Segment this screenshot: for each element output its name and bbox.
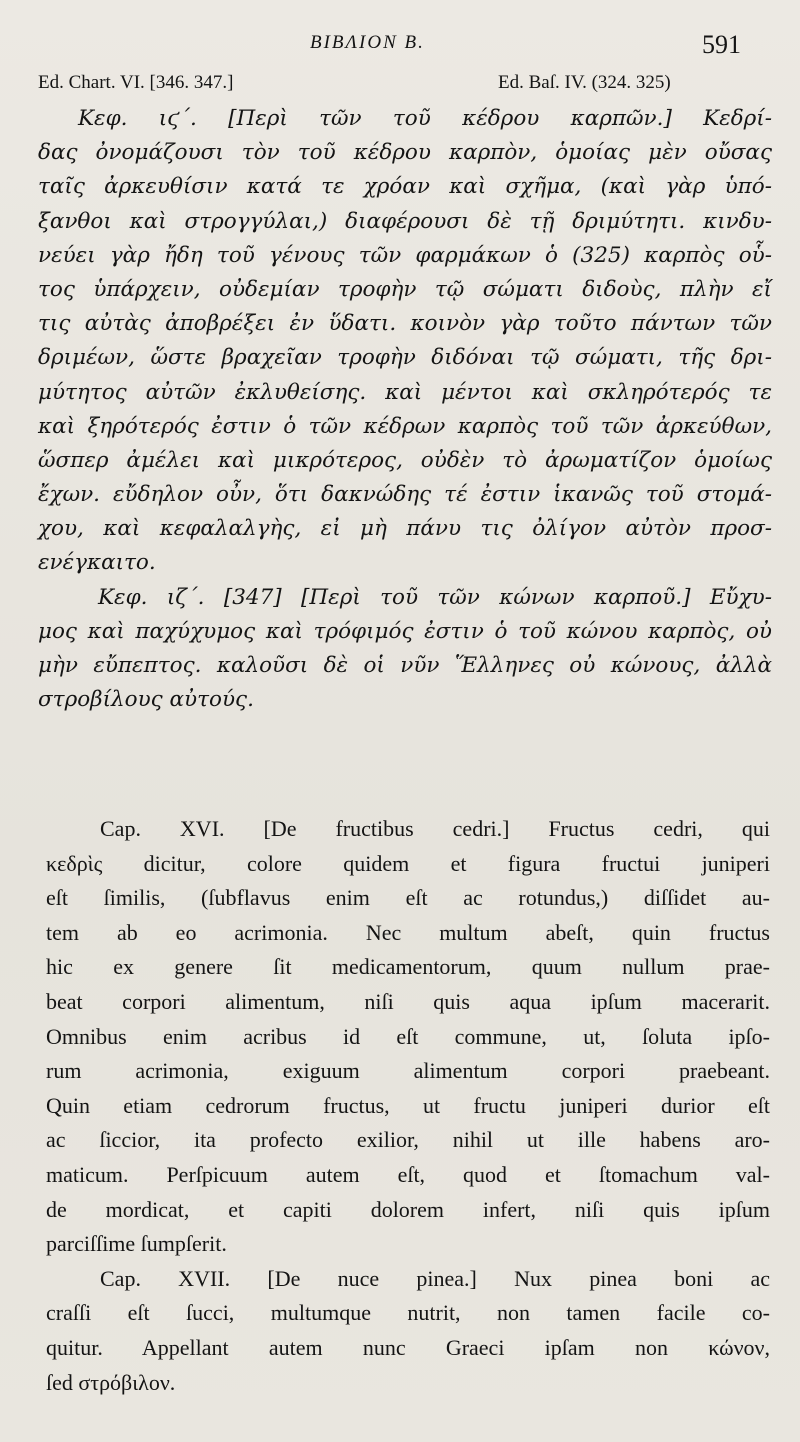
greek-line: Κεφ. ιϛ΄. [Περὶ τῶν τοῦ κέδρου καρπῶν.] Κεδρί-	[78, 106, 772, 131]
edition-reference-basel: Ed. Baſ. IV. (324. 325)	[498, 72, 671, 93]
latin-line: de mordicat, et capiti dolorem infert, niſi quis ipſum	[46, 1196, 770, 1222]
latin-line: craſſi eſt ſucci, multumque nutrit, non tamen facile co-	[46, 1300, 770, 1326]
latin-line: Cap. XVI. [De fructibus cedri.] Fructus cedri, qui	[100, 816, 770, 841]
latin-line: parciſſime ſumpſerit.	[46, 1231, 227, 1257]
page-number: 591	[702, 30, 741, 59]
greek-line: τις αὐτὰς ἀποβρέξει ἐν ὕδατι. κοινὸν γὰρ τοῦτο πάντων τῶν	[38, 311, 772, 337]
greek-line: στροβίλους αὐτούς.	[38, 687, 254, 713]
latin-line: ac ſiccior, ita profecto exilior, nihil ut ille habens aro-	[46, 1127, 770, 1153]
latin-line: beat corpori alimentum, niſi quis aqua ipſum macerarit.	[46, 988, 770, 1014]
greek-line: τος ὑπάρχειν, οὐδεμίαν τροφὴν τῷ σώματι διδοὺς, πλὴν εἴ	[38, 276, 772, 302]
latin-line: tem ab eo acrimonia. Nec multum abeſt, quin fructus	[46, 919, 770, 945]
latin-line: quitur. Appellant autem nunc Graeci ipſam non κώνον,	[46, 1334, 770, 1360]
latin-line: hic ex genere ſit medicamentorum, quum nullum prae-	[46, 954, 770, 980]
running-head	[0, 30, 800, 60]
greek-line: χου, καὶ κεφαλαλγὴς, εἰ μὴ πάνυ τις ὀλίγον αὐτὸν προσ-	[38, 516, 772, 542]
greek-line: ξανθοι καὶ στρογγύλαι,) διαφέρουσι δὲ τῇ δριμύτητι. κινδυ-	[38, 208, 772, 234]
greek-line: μύτητος αὐτῶν ἐκλυθείσης. καὶ μέντοι καὶ σκληρότερός τε	[38, 379, 772, 405]
latin-line: maticum. Perſpicuum autem eſt, quod et ſtomachum val-	[46, 1161, 770, 1187]
greek-line: μὴν εὔπεπτος. καλοῦσι δὲ οἱ νῦν Ἕλληνες οὐ κώνους, ἀλλὰ	[38, 653, 772, 678]
greek-line: δριμέων, ὥστε βραχεῖαν τροφὴν διδόναι τῷ σώματι, τῆς δρι-	[38, 345, 772, 371]
greek-line: ἔχων. εὔδηλον οὖν, ὅτι δακνώδης τέ ἐστιν ἱκανῶς τοῦ στομά-	[38, 482, 772, 508]
latin-line: Quin etiam cedrorum fructus, ut fructu juniperi durior eſt	[46, 1092, 770, 1118]
latin-line: ſed στρόβιλον.	[46, 1369, 176, 1395]
greek-line: νεύει γὰρ ἤδη τοῦ γένους τῶν φαρμάκων ὁ (325) καρπὸς οὗ-	[38, 242, 772, 268]
greek-line: μος καὶ παχύχυμος καὶ τρόφιμός ἐστιν ὁ τοῦ κώνου καρπὸς, οὐ	[38, 618, 772, 644]
greek-line: ὥσπερ ἀμέλει καὶ μικρότερος, οὐδὲν τὸ ἀρωματίζον ὁμοίως	[38, 447, 772, 473]
latin-line: Omnibus enim acribus id eſt commune, ut, ſoluta ipſo-	[46, 1023, 770, 1049]
greek-text-block	[38, 102, 772, 717]
greek-line: δας ὀνομάζουσι τὸν τοῦ κέδρου καρπὸν, ὁμοίας μὲν οὔσας	[38, 140, 772, 166]
greek-line: ταῖς ἀρκευθίσιν κατά τε χρόαν καὶ σχῆμα, (καὶ γὰρ ὑπό-	[38, 174, 772, 200]
latin-line: Cap. XVII. [De nuce pinea.] Nux pinea boni ac	[100, 1265, 770, 1291]
greek-line: Κεφ. ιζ΄. [347] [Περὶ τοῦ τῶν κώνων καρποῦ.] Εὔχυ-	[98, 584, 772, 610]
greek-line: ενέγκαιτο.	[38, 550, 156, 576]
latin-text-block	[46, 812, 770, 1400]
latin-line: κεδρὶς dicitur, colore quidem et figura fructui juniperi	[46, 850, 770, 876]
book-title: ΒΙΒΛΙΟΝ Β.	[310, 32, 425, 53]
greek-line: καὶ ξηρότερός ἐστιν ὁ τῶν κέδρων καρπὸς τοῦ τῶν ἀρκεύθων,	[38, 413, 772, 439]
latin-line: rum acrimonia, exiguum alimentum corpori praebeant.	[46, 1058, 770, 1084]
edition-reference-chartier: Ed. Chart. VI. [346. 347.]	[38, 72, 234, 93]
latin-line: eſt ſimilis, (ſubflavus enim eſt ac rotundus,) diſſidet au-	[46, 885, 770, 911]
